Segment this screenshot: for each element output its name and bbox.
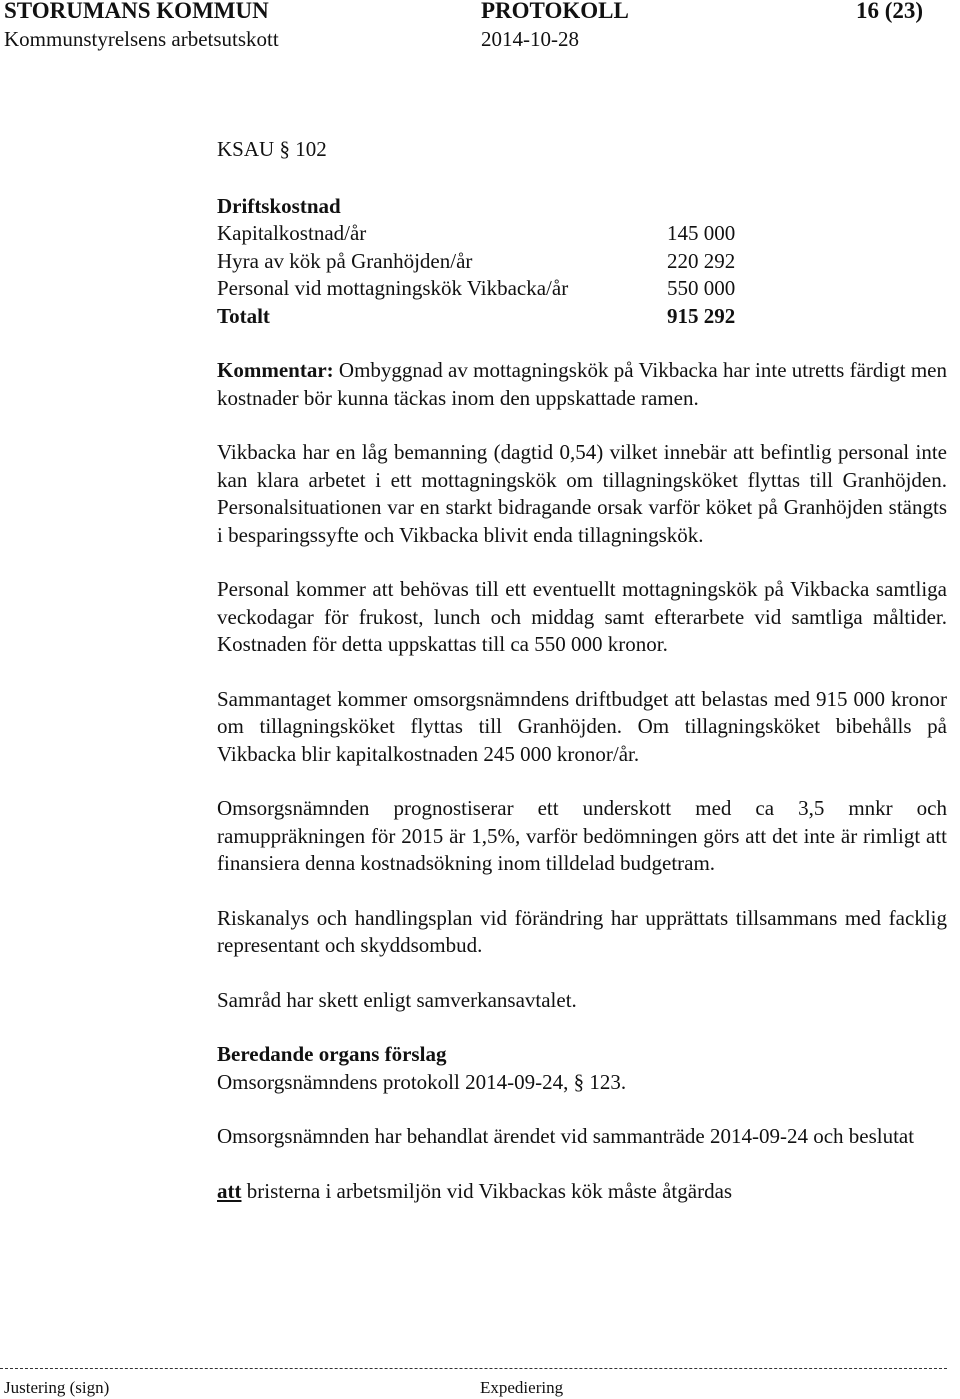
cost-table [217,220,745,330]
att-text: bristerna i arbetsmiljön vid Vikbackas kök måste åtgärdas [241,1178,733,1203]
document-type: PROTOKOLL [481,0,629,23]
section-prefix: KSAU [217,137,275,161]
personnel-paragraph: Personal kommer att behövas till ett eventuellt mottagningskök på Vikbacka samtliga veckodagar för frukost, lunch och middag samt efterarbete vid samtliga måltider. Kostnaden för detta uppskattas till ca 550 000 kronor. [217,577,947,656]
cost-label: Hyra av kök på Granhöjden/år [217,248,473,273]
section-heading [217,136,947,164]
cost-label: Kapitalkostnad/år [217,221,367,245]
comment-paragraph [217,357,947,412]
proposal-heading: Beredande organs förslag [217,1042,447,1066]
footer-divider [0,1368,947,1369]
cost-value: 220 292 [667,248,736,273]
footer-expediering: Expediering [480,1378,564,1397]
page-number: 16 (23) [856,0,924,23]
municipality-name: STORUMANS KOMMUN [4,0,269,23]
risk-paragraph: Riskanalys och handlingsplan vid förändring har upprättats tillsammans med facklig representant och skyddsombud. [217,905,947,957]
comment-label: Kommentar: [217,358,334,382]
paragraph-sign: § [279,137,290,161]
cost-value: 550 000 [667,276,736,300]
decision-intro: Omsorgsnämnden har behandlat ärendet vid sammanträde 2014-09-24 och beslutat [217,1124,915,1148]
cost-total-label: Totalt [217,303,270,328]
comment-text: Ombyggnad av mottagningskök på Vikbacka har inte utretts färdigt men kostnader bör kunna täckas inom den uppskattade ramen. [217,358,947,410]
cost-heading: Driftskostnad [217,193,341,218]
footer-justering: Justering (sign) [4,1378,110,1397]
protocol-body [217,136,947,1205]
cost-row [217,248,745,276]
cost-label: Personal vid mottagningskök Vikbacka/år [217,276,569,300]
cost-total-value: 915 292 [667,303,736,328]
cost-value: 145 000 [667,221,736,245]
proposal-reference [217,1069,947,1097]
meeting-date: 2014-10-28 [481,27,579,51]
att-keyword: att [217,1178,242,1203]
cost-row [217,220,745,248]
decision-att-clause [217,1178,947,1206]
cost-row [217,275,745,303]
staffing-paragraph: Vikbacka har en låg bemanning (dagtid 0,54) vilket innebär att befintlig personal inte kan klara arbetet i ett mottagningskök om tillagningsköket flyttas till Granhöjden. Personalsituationen var en starkt bidragande orsak varför köket på Granhöjden stängts i besparingssyfte och Vikbacka blivit enda tillagningskök. [217,440,947,547]
section-number: 102 [295,137,327,161]
committee-name: Kommunstyrelsens arbetsutskott [4,27,279,51]
cost-total-row [217,303,745,331]
proposal-number: 123. [584,1069,627,1094]
consultation-paragraph: Samråd har skett enligt samverkansavtalet. [217,987,577,1012]
budget-paragraph: Sammantaget kommer omsorgsnämndens driftbudget att belastas med 915 000 kronor om tillagningsköket flyttas till Granhöjden. Om tillagningsköket bibehålls på Vikbacka blir kapitalkostnaden 245 000 kronor/år. [217,686,947,766]
forecast-paragraph: Omsorgsnämnden prognostiserar ett underskott med ca 3,5 mnkr och ramuppräkningen för 2015 är 1,5%, varför bedömningen görs att det inte är rimligt att finansiera denna kostnadsökning inom tilldelad budgetram. [217,796,947,875]
paragraph-sign: § [573,1069,585,1094]
proposal-text: Omsorgsnämndens protokoll 2014-09-24, [217,1069,574,1094]
